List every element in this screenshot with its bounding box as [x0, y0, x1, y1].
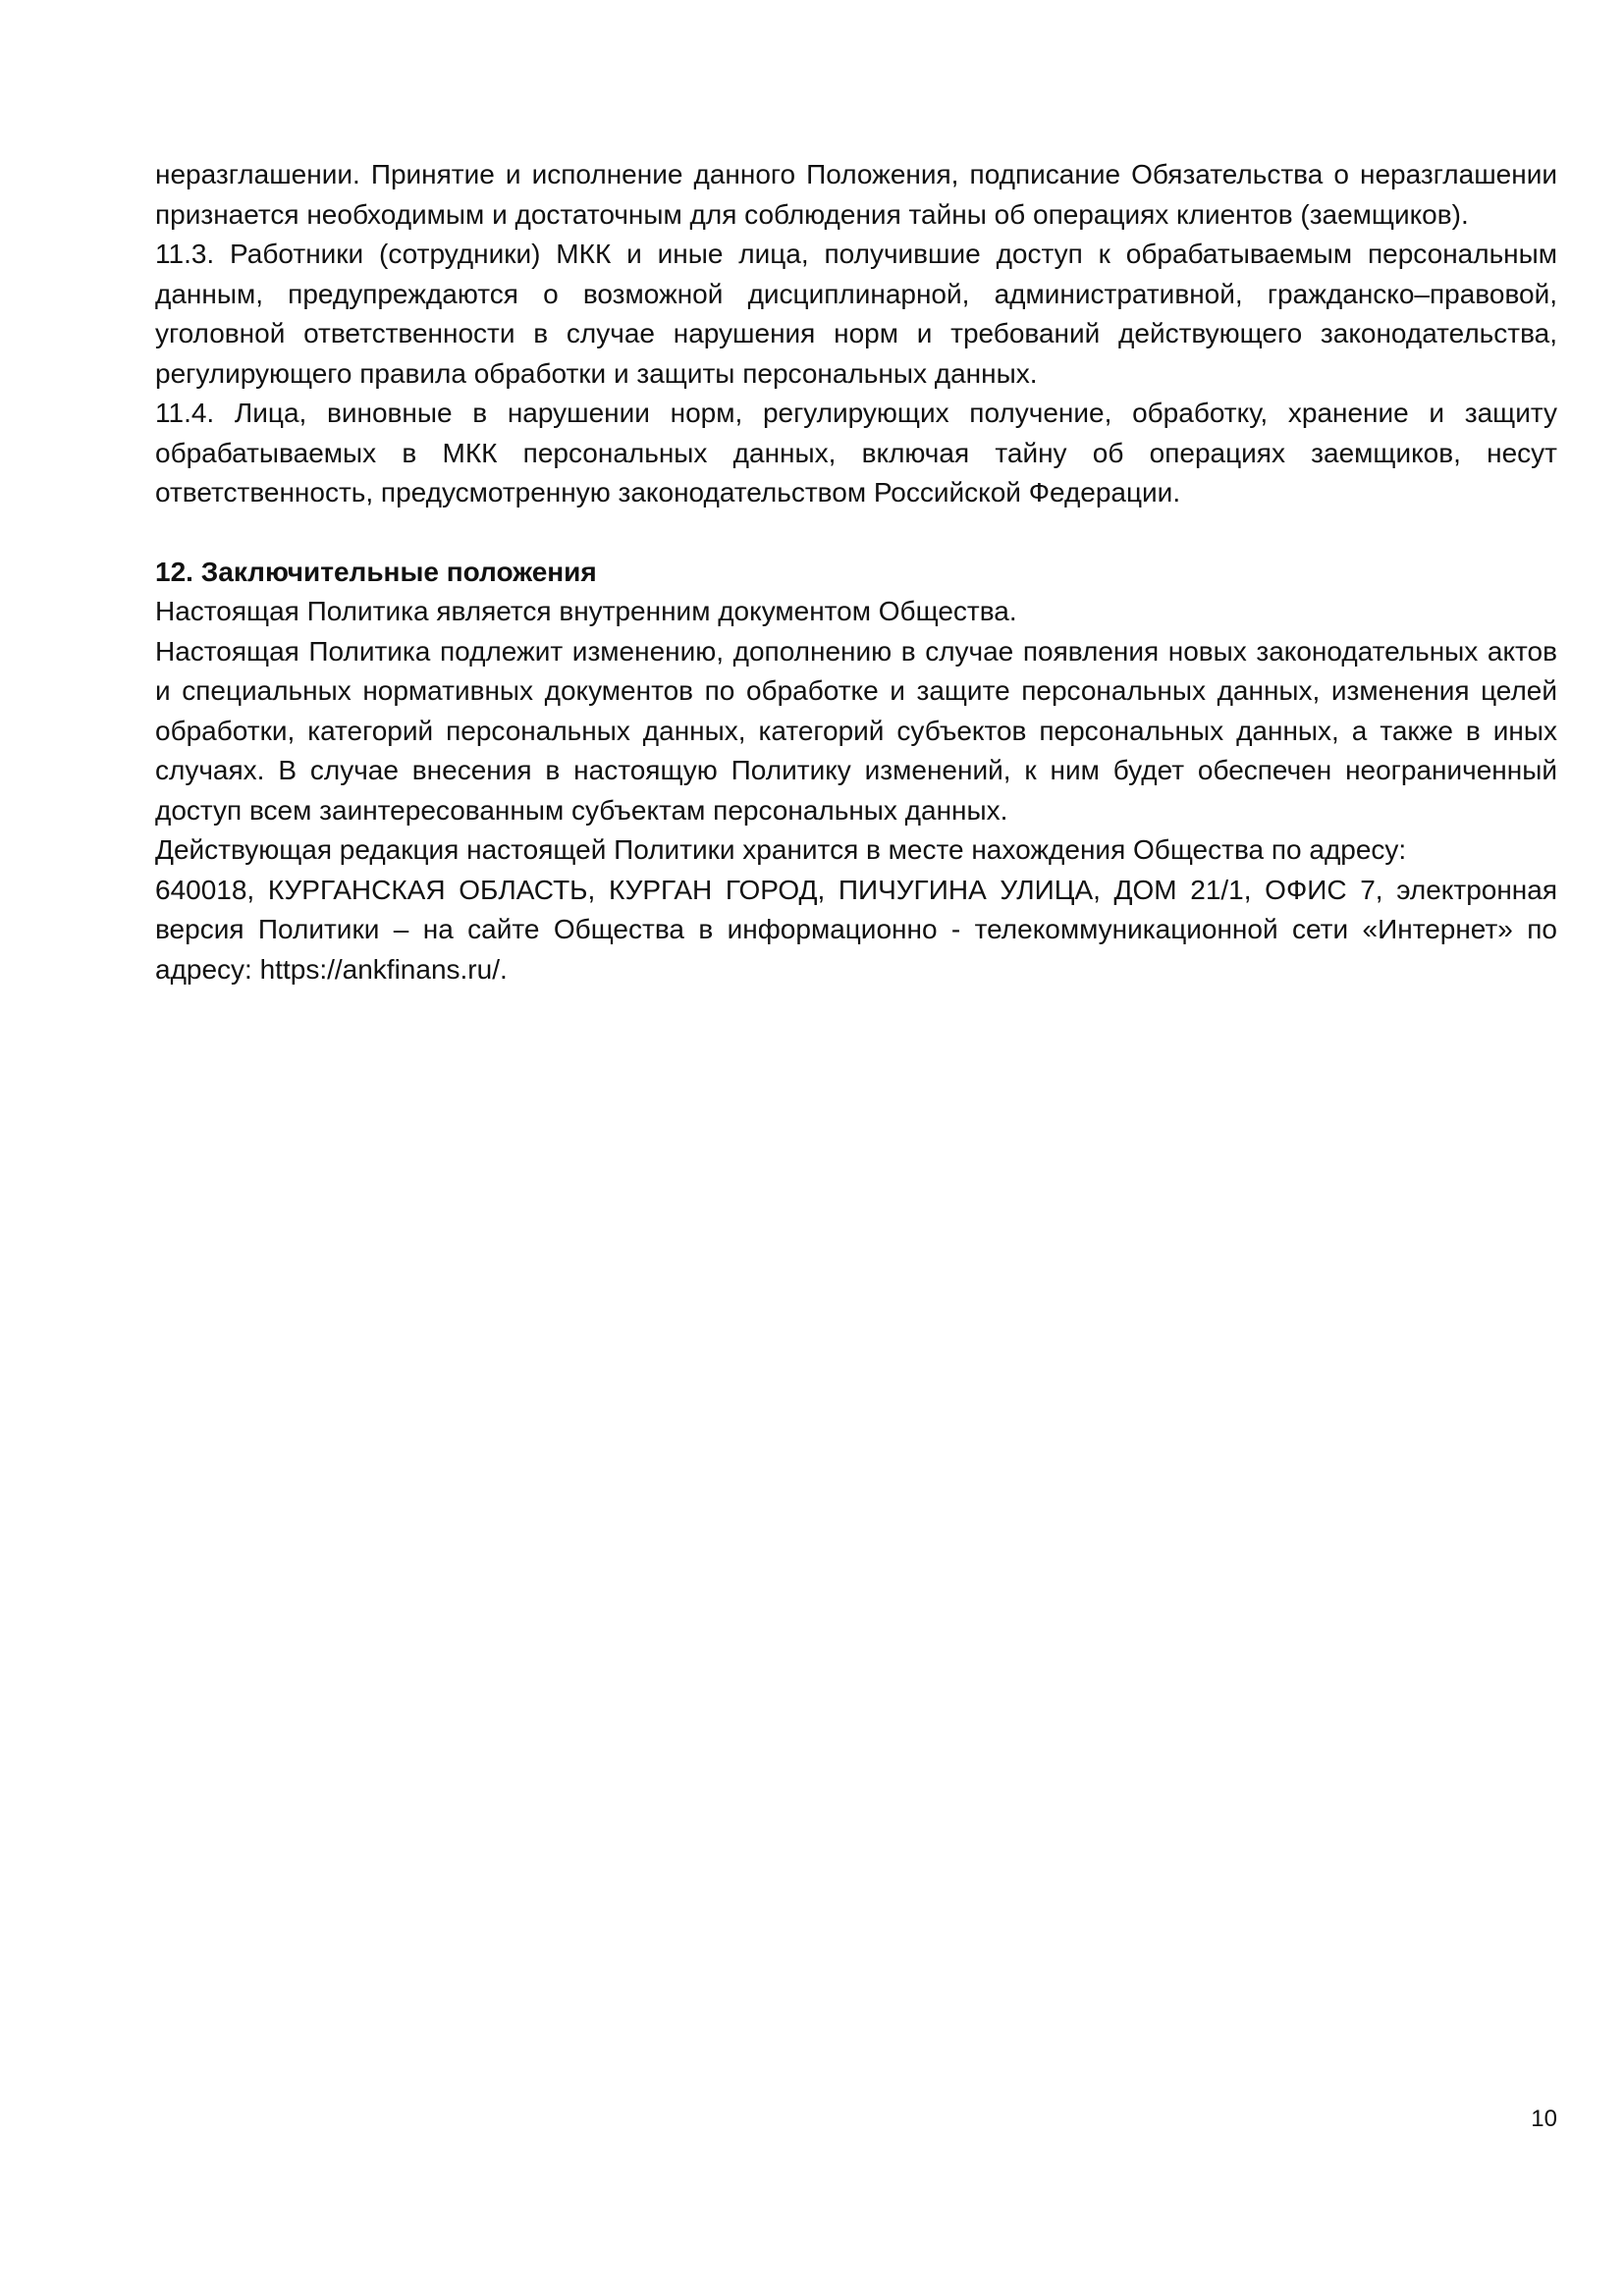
document-body — [155, 155, 1557, 989]
paragraph-11-4: 11.4. Лица, виновные в нарушении норм, регулирующих получение, обработку, хранение и защиту обрабатываемых в МКК персональных данных, включая тайну об операциях заемщиков, несут ответственность, предусмотренную законодательством Российской Федерации. — [155, 398, 1557, 507]
page-number: 10 — [1531, 2106, 1557, 2132]
paragraph-11-3: 11.3. Работники (сотрудники) МКК и иные лица, получившие доступ к обрабатываемым персональным данным, предупреждаются о возможной дисциплинарной, административной, гражданско–правовой, уголовной ответственности в случае нарушения норм и требований действующего законодательства, регулирующего правила обработки и защиты персональных данных. — [155, 239, 1557, 389]
paragraph-12-address: 640018, КУРГАНСКАЯ ОБЛАСТЬ, КУРГАН ГОРОД, ПИЧУГИНА УЛИЦА, ДОМ 21/1, ОФИС 7, электронная версия Политики – на сайте Общества в информационно - телекоммуникационной сети «Интернет» по адресу: https://ankfinans.ru/. — [155, 874, 1557, 985]
paragraph-nondisclosure-continuation: неразглашении. Принятие и исполнение данного Положения, подписание Обязательства о неразглашении признается необходимым и достаточным для соблюдения тайны об операциях клиентов (заемщиков). — [155, 159, 1557, 230]
section-12-heading: 12. Заключительные положения — [155, 556, 597, 587]
section-spacer — [155, 513, 1557, 553]
paragraph-12-amendments: Настоящая Политика подлежит изменению, дополнению в случае появления новых законодательных актов и специальных нормативных документов по обработке и защите персональных данных, изменения целей обработки, категорий персональных данных, категорий субъектов персональных данных, а также в иных случаях. В случае внесения в настоящую Политику изменений, к ним будет обеспечен неограниченный доступ всем заинтересованным субъектам персональных данных. — [155, 635, 1557, 826]
paragraph-12-location: Действующая редакция настоящей Политики хранится в месте нахождения Общества по адресу: — [155, 834, 1407, 865]
paragraph-12-internal-document: Настоящая Политика является внутренним документом Общества. — [155, 596, 1017, 626]
